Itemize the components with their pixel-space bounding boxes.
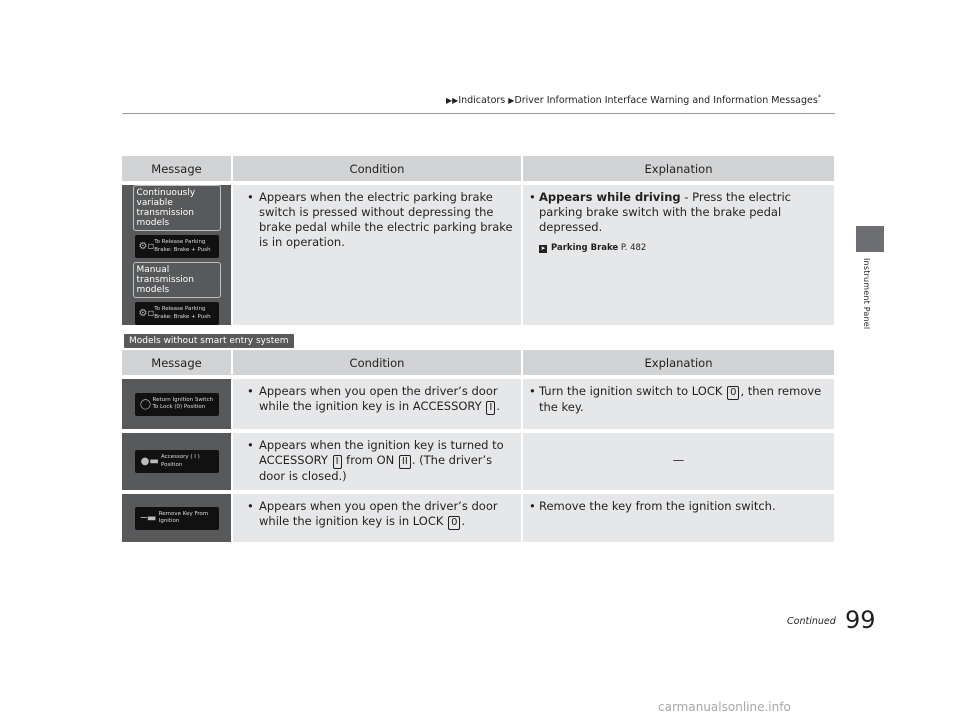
column-header: Message [122,350,233,375]
bullet: • [529,190,536,204]
watermark: carmanualsonline.info [658,700,791,714]
explanation-text: Turn the ignition switch to LOCK [539,384,727,398]
message-image-cell [122,181,233,325]
key-icon: ─▬ [140,512,157,524]
ignition-key-icon: ◯ [139,398,152,410]
explanation-cell [523,490,834,542]
screen-text: To Release Parking Brake: Brake + Push [154,239,211,253]
condition-text: from ON [342,453,398,467]
condition-cell [233,375,523,429]
key-position-badge: I [486,401,495,415]
breadcrumb-item: Indicators [458,95,506,107]
explanation-text: Remove the key from the ignition switch. [539,499,776,513]
display-screen [135,302,219,325]
column-header: Condition [233,350,523,375]
table-row [122,429,834,490]
bullet: • [247,499,254,513]
parking-brake-message-table [122,156,834,325]
parking-brake-icon: ⚙▫ [138,241,155,252]
bullet: • [529,384,536,398]
condition-cell [233,490,523,542]
asterisk: * [817,94,821,101]
ignition-key-icon: ●▬ [140,456,159,467]
display-screen [135,393,219,416]
explanation-text: , then remove the key. [539,384,822,414]
condition-text: . (The driver’s door is closed.) [259,453,493,483]
screen-text: Accessory ( I ) Position [160,454,200,468]
key-position-badge: 0 [448,516,460,530]
table-row [122,375,834,429]
continued-label: Continued [787,616,836,627]
condition-text: Appears when you open the driver’s door while the ignition key is in LOCK [259,499,498,528]
page-number: 99 [845,606,876,634]
screen-text: To Release Parking Brake: Brake + Push [154,306,211,320]
parking-brake-icon: ⚙▫ [138,308,155,319]
bullet: • [247,438,254,452]
breadcrumb-item: Driver Information Interface Warning and Information Messages [514,95,818,107]
reference-arrow-icon: ➤ [540,245,546,252]
condition-text: . [461,514,466,528]
explanation-bold: Appears while driving [539,190,681,204]
section-tab [856,226,884,252]
bullet: • [247,384,254,398]
explanation-cell [523,429,834,490]
explanation-cell [523,375,834,429]
key-position-badge: I [333,455,342,469]
message-image-cell [122,375,233,429]
bullet: • [529,499,536,513]
reference-page: P. 482 [618,243,647,253]
screen-text: Return Ignition Switch To Lock (0) Position [152,396,214,410]
screen-text: Remove Key From Ignition [158,510,209,524]
models-badge: Models without smart entry system [124,334,294,348]
section-label: Instrument Panel [862,258,871,330]
display-screen [135,450,219,473]
header-rule [122,113,835,114]
arrow-icon: ▶ [508,96,515,106]
condition-cell [233,181,523,325]
ignition-message-table [122,350,834,542]
column-header: Message [122,156,233,181]
display-screen [135,235,219,258]
model-tag-cvt: Continuously variable transmission models [133,185,221,231]
explanation-cell [523,181,834,325]
condition-text: Appears when the electric parking brake switch is pressed without depressing the brake pedal while the electric parking brake is in operation. [259,190,513,249]
message-image-cell [122,429,233,490]
column-header: Condition [233,156,523,181]
reference-title: Parking Brake [551,243,619,253]
column-header: Explanation [523,350,834,375]
table-row [122,181,834,325]
message-image-cell [122,490,233,542]
table-row [122,490,834,542]
double-arrow-icon: ▶▶ [446,96,459,106]
condition-text: . [496,399,500,413]
model-tag-mt: Manual transmission models [133,262,221,298]
explanation-text: - Press the electric parking brake switch with the brake pedal depressed. [539,190,791,234]
display-screen [135,507,219,530]
page-reference[interactable] [539,241,826,256]
condition-text: Appears when the ignition key is turned to ACCESSORY [259,438,504,467]
key-position-badge: 0 [727,386,739,400]
bullet: • [247,190,254,204]
condition-cell [233,429,523,490]
table-header-row [122,156,834,181]
key-position-badge: II [399,455,411,469]
breadcrumb [446,94,821,106]
condition-text: Appears when you open the driver’s door while the ignition key is in ACCESSORY [259,384,498,413]
table-header-row [122,350,834,375]
explanation-dash: — [672,453,685,467]
column-header: Explanation [523,156,834,181]
